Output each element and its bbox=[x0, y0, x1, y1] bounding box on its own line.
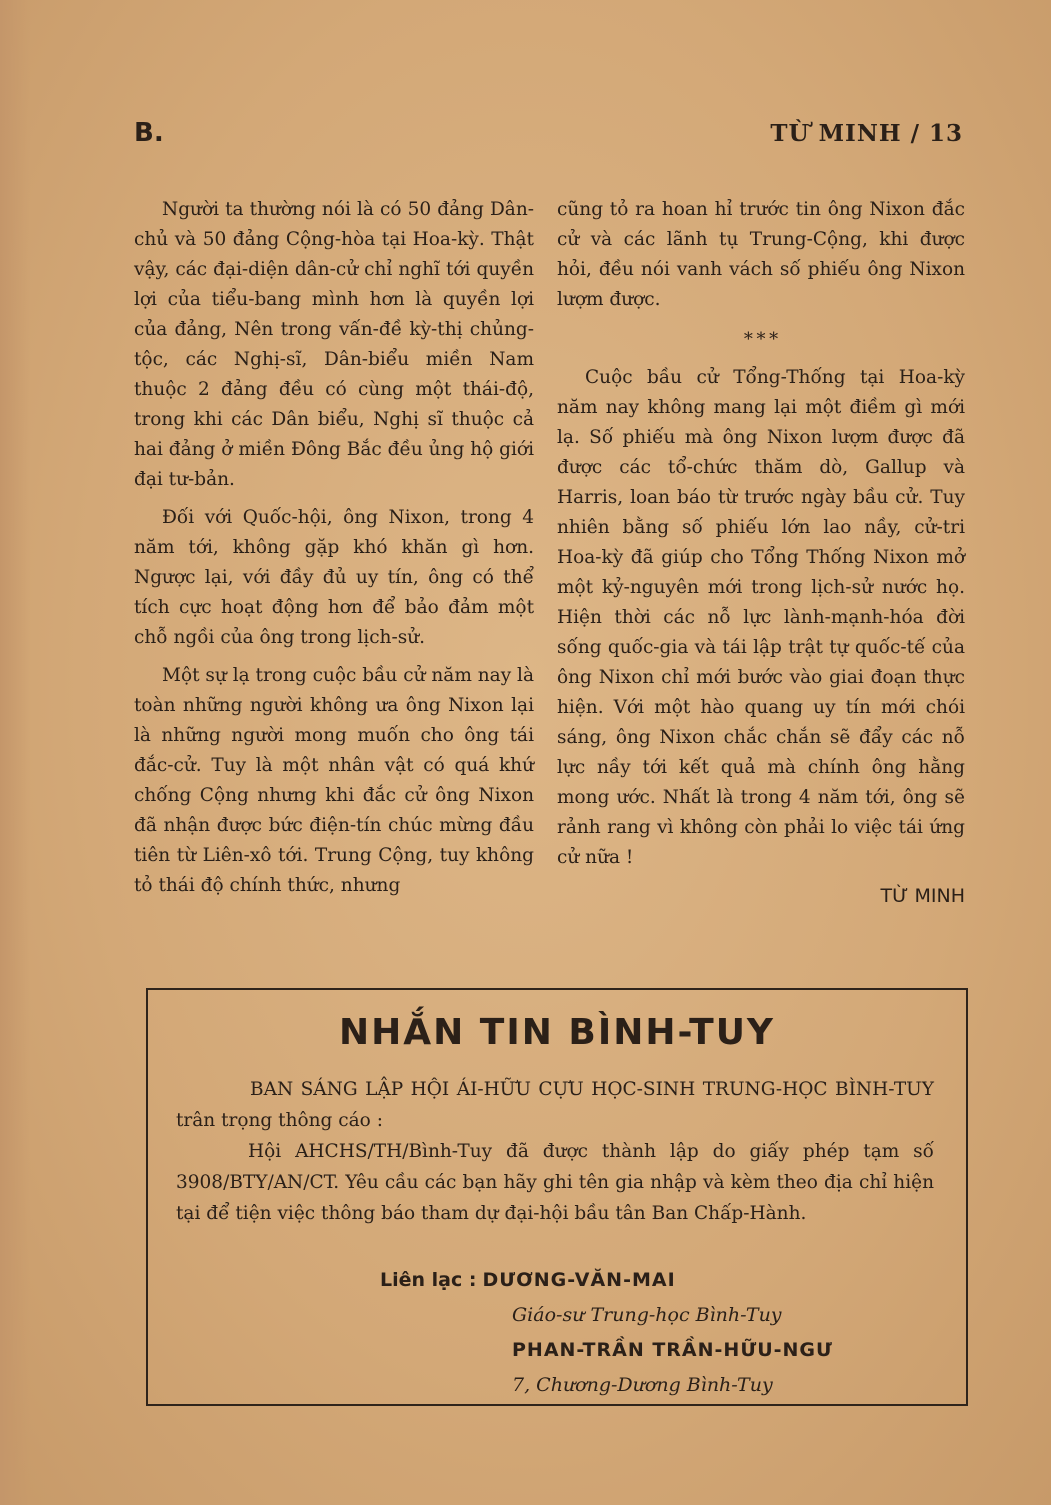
article-paragraph: Người ta thường nói là có 50 đảng Dân-chủ và 50 đảng Cộng-hòa tại Hoa-kỳ. Thật vậy, các đại-diện dân-cử chỉ nghĩ tới quyền lợi của tiểu-bang mình hơn là quyền lợi của đảng, Nên trong vấn-đề kỳ-thị chủng-tộc, các Nghị-sĩ, Dân-biểu miền Nam thuộc 2 đảng đều có cùng một thái-độ, trong khi các Dân biểu, Nghị sĩ thuộc cả hai đảng ở miền Đông Bắc đều ủng hộ giới đại tư-bản. bbox=[134, 199, 534, 490]
contact-label: Liên lạc : bbox=[380, 1269, 477, 1291]
article-right-column bbox=[557, 195, 965, 911]
page-header-author-page: TỪ MINH / 13 bbox=[770, 120, 963, 147]
article-paragraph: Một sự lạ trong cuộc bầu cử năm nay là toàn những người không ưa ông Nixon lại là những người mong muốn cho ông tái đắc-cử. Tuy là một nhân vật có quá khứ chống Cộng nhưng khi đắc cử ông Nixon đã nhận được bức điện-tín chúc mừng đầu tiên từ Liên-xô tới. Trung Cộng, tuy không tỏ thái độ chính thức, nhưng bbox=[134, 665, 534, 896]
page-section-marker: B. bbox=[134, 118, 164, 148]
contact-address: 7, Chương-Dương Bình-Tuy bbox=[512, 1374, 773, 1396]
section-separator: * * * bbox=[743, 329, 779, 350]
notice-body bbox=[176, 1074, 934, 1229]
author-signature: TỪ MINH bbox=[880, 885, 965, 907]
notice-box bbox=[146, 988, 968, 1406]
contact-name: PHAN-TRẦN TRẦN-HỮU-NGƯ bbox=[512, 1339, 833, 1361]
notice-contact bbox=[380, 1263, 833, 1403]
contact-name: DƯƠNG-VĂN-MAI bbox=[482, 1269, 676, 1291]
article-paragraph: Đối với Quốc-hội, ông Nixon, trong 4 năm tới, không gặp khó khăn gì hơn. Ngược lại, với đầy đủ uy tín, ông có thể tích cực hoạt động hơn để bảo đảm một chỗ ngồi của ông trong lịch-sử. bbox=[134, 507, 534, 648]
contact-role: Giáo-sư Trung-học Bình-Tuy bbox=[512, 1304, 782, 1326]
notice-intro: BAN SÁNG LẬP HỘI ÁI-HỮU CỰU HỌC-SINH TRUNG-HỌC BÌNH-TUY trân trọng thông cáo : bbox=[176, 1079, 934, 1131]
notice-text: Hội AHCHS/TH/Bình-Tuy đã được thành lập do giấy phép tạm số 3908/BTY/AN/CT. Yêu cầu các bạn hãy ghi tên gia nhập và kèm theo địa chỉ hiện tại để tiện việc thông báo tham dự đại-hội bầu tân Ban Chấp-Hành. bbox=[176, 1141, 934, 1224]
article-paragraph: cũng tỏ ra hoan hỉ trước tin ông Nixon đắc cử và các lãnh tụ Trung-Cộng, khi được hỏi, đều nói vanh vách số phiếu ông Nixon lượm được. bbox=[557, 199, 965, 310]
page-edge-shadow bbox=[0, 0, 30, 1505]
notice-title: NHẮN TIN BÌNH-TUY bbox=[339, 1012, 775, 1053]
article-left-column bbox=[134, 195, 534, 901]
article-paragraph: Cuộc bầu cử Tổng-Thống tại Hoa-kỳ năm nay không mang lại một điềm gì mới lạ. Số phiếu mà ông Nixon lượm được đã được các tổ-chức thăm dò, Gallup và Harris, loan báo từ trước ngày bầu cử. Tuy nhiên bằng số phiếu lớn lao nầy, cử-tri Hoa-kỳ đã giúp cho Tổng Thống Nixon mở một kỷ-nguyên mới trong lịch-sử nước họ. Hiện thời các nỗ lực lành-mạnh-hóa đời sống quốc-gia và tái lập trật tự quốc-tế của ông Nixon chỉ mới bước vào giai đoạn thực hiện. Với một hào quang uy tín mới chói sáng, ông Nixon chắc chắn sẽ đẩy các nỗ lực nầy tới kết quả mà chính ông hằng mong ước. Nhất là trong 4 năm tới, ông sẽ rảnh rang vì không còn phải lo việc tái ứng cử nữa ! bbox=[557, 367, 965, 868]
